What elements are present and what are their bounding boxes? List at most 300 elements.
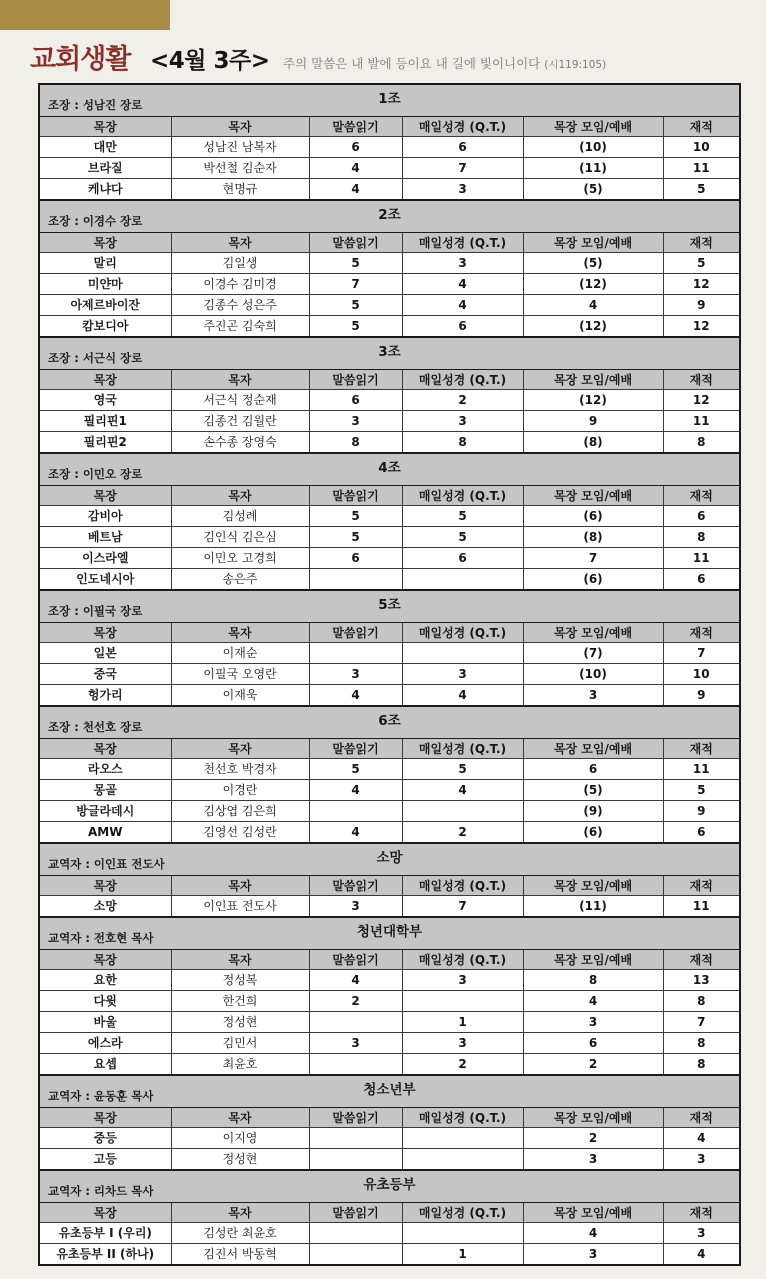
cell-registered: 12: [663, 390, 739, 411]
column-header-meeting: 목장 모임/예배: [523, 486, 663, 506]
cell-reading: 6: [309, 390, 402, 411]
group-title: 유초등부: [363, 1177, 416, 1193]
group-section: [40, 707, 739, 844]
cell-meeting: 9: [523, 411, 663, 432]
cell-mokja: 김종수 성은주: [171, 295, 309, 316]
group-leader: 조장 : 서근식 장로: [48, 351, 143, 365]
cell-reading: 3: [309, 1033, 402, 1054]
column-header-reading: 말씀읽기: [309, 233, 402, 253]
column-header-mokjang: 목장: [40, 1203, 171, 1223]
cell-registered: 10: [663, 664, 739, 685]
cell-meeting: 3: [523, 685, 663, 706]
cell-mokja: 김진서 박동혁: [171, 1244, 309, 1265]
cell-mokjang: 케냐다: [40, 179, 171, 200]
cell-registered: 7: [663, 1012, 739, 1033]
cell-mokjang: 다윗: [40, 991, 171, 1012]
group-header: [40, 1076, 739, 1108]
cell-meeting: 3: [523, 1012, 663, 1033]
cell-meeting: 6: [523, 759, 663, 780]
column-header-qt: 매일성경 (Q.T.): [402, 233, 523, 253]
cell-registered: 3: [663, 1223, 739, 1244]
group-leader: 조장 : 천선호 장로: [48, 720, 143, 734]
cell-mokjang: 중등: [40, 1128, 171, 1149]
column-header-meeting: 목장 모임/예배: [523, 370, 663, 390]
cell-meeting: 2: [523, 1054, 663, 1075]
table-row: [40, 685, 739, 706]
cell-reading: 4: [309, 685, 402, 706]
cell-qt: 5: [402, 759, 523, 780]
column-header-mokjang: 목장: [40, 486, 171, 506]
cell-qt: 2: [402, 390, 523, 411]
group-header: [40, 707, 739, 739]
cell-reading: 5: [309, 527, 402, 548]
cell-meeting: (12): [523, 274, 663, 295]
table-header-row: [40, 1108, 739, 1128]
cell-registered: 6: [663, 506, 739, 527]
cell-reading: [309, 1012, 402, 1033]
cell-reading: [309, 643, 402, 664]
cell-mokjang: 캄보디아: [40, 316, 171, 337]
cell-reading: 6: [309, 548, 402, 569]
table-row: [40, 274, 739, 295]
group-table: [40, 739, 739, 842]
group-title: 소망: [376, 850, 403, 866]
cell-mokja: 김민서: [171, 1033, 309, 1054]
column-header-meeting: 목장 모임/예배: [523, 117, 663, 137]
group-section: [40, 85, 739, 201]
cell-mokja: 성남진 남복자: [171, 137, 309, 158]
cell-meeting: 2: [523, 1128, 663, 1149]
cell-qt: [402, 643, 523, 664]
cell-meeting: 4: [523, 295, 663, 316]
column-header-mokjang: 목장: [40, 1108, 171, 1128]
cell-qt: 1: [402, 1012, 523, 1033]
cell-registered: 11: [663, 896, 739, 917]
cell-reading: 3: [309, 664, 402, 685]
table-row: [40, 158, 739, 179]
table-row: [40, 137, 739, 158]
cell-meeting: (6): [523, 569, 663, 590]
table-row: [40, 390, 739, 411]
cell-reading: 3: [309, 896, 402, 917]
cell-mokja: 천선호 박경자: [171, 759, 309, 780]
group-table: [40, 486, 739, 589]
cell-mokjang: 유초등부 I (우리): [40, 1223, 171, 1244]
table-row: [40, 316, 739, 337]
table-row: [40, 801, 739, 822]
cell-mokja: 이경란: [171, 780, 309, 801]
table-row: [40, 1012, 739, 1033]
cell-qt: 3: [402, 970, 523, 991]
cell-mokja: 한건희: [171, 991, 309, 1012]
cell-mokja: 송은주: [171, 569, 309, 590]
column-header-mokja: 목자: [171, 370, 309, 390]
cell-mokja: 손수종 장영숙: [171, 432, 309, 453]
column-header-registered: 재적: [663, 370, 739, 390]
column-header-registered: 재적: [663, 117, 739, 137]
group-table: [40, 233, 739, 336]
column-header-registered: 재적: [663, 623, 739, 643]
column-header-mokjang: 목장: [40, 623, 171, 643]
cell-qt: 5: [402, 506, 523, 527]
cell-mokjang: 베트남: [40, 527, 171, 548]
table-row: [40, 411, 739, 432]
cell-mokjang: AMW: [40, 822, 171, 843]
column-header-qt: 매일성경 (Q.T.): [402, 1203, 523, 1223]
cell-registered: 4: [663, 1128, 739, 1149]
cell-qt: 7: [402, 896, 523, 917]
column-header-qt: 매일성경 (Q.T.): [402, 1108, 523, 1128]
cell-qt: [402, 991, 523, 1012]
cell-reading: 5: [309, 759, 402, 780]
table-row: [40, 970, 739, 991]
column-header-meeting: 목장 모임/예배: [523, 1203, 663, 1223]
table-row: [40, 759, 739, 780]
group-header: [40, 591, 739, 623]
cell-meeting: 6: [523, 1033, 663, 1054]
cell-registered: 9: [663, 295, 739, 316]
cell-registered: 12: [663, 316, 739, 337]
cell-registered: 11: [663, 759, 739, 780]
cell-qt: 3: [402, 664, 523, 685]
group-section: [40, 454, 739, 591]
table-row: [40, 664, 739, 685]
cell-qt: [402, 569, 523, 590]
table-row: [40, 1223, 739, 1244]
column-header-mokjang: 목장: [40, 739, 171, 759]
cell-qt: 3: [402, 253, 523, 274]
cell-reading: 5: [309, 506, 402, 527]
verse-text: 주의 말씀은 내 발에 등이요 내 길에 빛이니이다: [283, 56, 541, 71]
cell-meeting: (7): [523, 643, 663, 664]
table-row: [40, 1128, 739, 1149]
cell-qt: 6: [402, 316, 523, 337]
cell-mokjang: 인도네시아: [40, 569, 171, 590]
cell-mokjang: 유초등부 II (하나): [40, 1244, 171, 1265]
cell-mokjang: 미얀마: [40, 274, 171, 295]
cell-qt: 6: [402, 137, 523, 158]
cell-mokjang: 고등: [40, 1149, 171, 1170]
cell-meeting: (8): [523, 432, 663, 453]
cell-mokja: 김인식 김은심: [171, 527, 309, 548]
cell-mokjang: 아제르바이잔: [40, 295, 171, 316]
table-header-row: [40, 117, 739, 137]
table-row: [40, 822, 739, 843]
gold-accent-bar: [0, 0, 170, 30]
column-header-qt: 매일성경 (Q.T.): [402, 486, 523, 506]
table-row: [40, 548, 739, 569]
cell-qt: [402, 801, 523, 822]
group-leader: 교역자 : 이인표 전도사: [48, 857, 165, 871]
table-row: [40, 569, 739, 590]
group-title: 청년대학부: [356, 924, 423, 940]
group-section: [40, 201, 739, 338]
column-header-mokja: 목자: [171, 739, 309, 759]
table-header-row: [40, 876, 739, 896]
table-header-row: [40, 623, 739, 643]
cell-mokjang: 소망: [40, 896, 171, 917]
cell-qt: 7: [402, 158, 523, 179]
table-row: [40, 1244, 739, 1265]
column-header-meeting: 목장 모임/예배: [523, 623, 663, 643]
cell-meeting: (10): [523, 664, 663, 685]
cell-qt: 3: [402, 1033, 523, 1054]
cell-meeting: 7: [523, 548, 663, 569]
cell-reading: 8: [309, 432, 402, 453]
cell-registered: 5: [663, 253, 739, 274]
cell-reading: [309, 1223, 402, 1244]
column-header-registered: 재적: [663, 876, 739, 896]
cell-qt: [402, 1223, 523, 1244]
cell-qt: 2: [402, 1054, 523, 1075]
group-header: [40, 918, 739, 950]
group-header: [40, 85, 739, 117]
group-title: 2조: [378, 207, 401, 223]
cell-mokja: 최윤호: [171, 1054, 309, 1075]
table-header-row: [40, 950, 739, 970]
cell-mokja: 이지영: [171, 1128, 309, 1149]
cell-reading: 4: [309, 179, 402, 200]
cell-qt: 3: [402, 179, 523, 200]
column-header-mokja: 목자: [171, 1108, 309, 1128]
cell-mokja: 김성례: [171, 506, 309, 527]
cell-meeting: 4: [523, 991, 663, 1012]
cell-mokjang: 요셉: [40, 1054, 171, 1075]
cell-mokja: 김일생: [171, 253, 309, 274]
cell-registered: 6: [663, 569, 739, 590]
cell-mokja: 박선철 김순자: [171, 158, 309, 179]
column-header-qt: 매일성경 (Q.T.): [402, 623, 523, 643]
cell-reading: 2: [309, 991, 402, 1012]
column-header-meeting: 목장 모임/예배: [523, 739, 663, 759]
cell-mokjang: 감비아: [40, 506, 171, 527]
column-header-registered: 재적: [663, 1203, 739, 1223]
cell-meeting: 3: [523, 1244, 663, 1265]
cell-reading: 4: [309, 158, 402, 179]
cell-registered: 5: [663, 780, 739, 801]
bible-verse: [283, 55, 606, 74]
cell-mokjang: 헝가리: [40, 685, 171, 706]
cell-mokja: 김영선 김성란: [171, 822, 309, 843]
group-title: 5조: [378, 597, 401, 613]
cell-qt: 2: [402, 822, 523, 843]
cell-mokja: 김상엽 김은희: [171, 801, 309, 822]
column-header-meeting: 목장 모임/예배: [523, 1108, 663, 1128]
cell-reading: 5: [309, 253, 402, 274]
column-header-mokjang: 목장: [40, 233, 171, 253]
cell-meeting: 4: [523, 1223, 663, 1244]
column-header-qt: 매일성경 (Q.T.): [402, 739, 523, 759]
cell-mokjang: 일본: [40, 643, 171, 664]
cell-reading: 3: [309, 411, 402, 432]
column-header-reading: 말씀읽기: [309, 370, 402, 390]
column-header-reading: 말씀읽기: [309, 739, 402, 759]
cell-mokja: 김성란 최윤호: [171, 1223, 309, 1244]
cell-mokjang: 브라질: [40, 158, 171, 179]
cell-qt: [402, 1128, 523, 1149]
cell-reading: 4: [309, 822, 402, 843]
column-header-mokja: 목자: [171, 1203, 309, 1223]
week-title: <4월 3주>: [150, 48, 270, 74]
cell-mokjang: 방글라데시: [40, 801, 171, 822]
column-header-reading: 말씀읽기: [309, 1108, 402, 1128]
group-header: [40, 454, 739, 486]
table-row: [40, 1033, 739, 1054]
cell-mokjang: 필리핀1: [40, 411, 171, 432]
group-table: [40, 623, 739, 705]
column-header-reading: 말씀읽기: [309, 486, 402, 506]
verse-reference: (시119:105): [544, 59, 607, 71]
cell-meeting: 8: [523, 970, 663, 991]
table-row: [40, 991, 739, 1012]
cell-registered: 9: [663, 801, 739, 822]
column-header-registered: 재적: [663, 486, 739, 506]
cell-qt: 5: [402, 527, 523, 548]
cell-registered: 13: [663, 970, 739, 991]
cell-registered: 12: [663, 274, 739, 295]
cell-reading: [309, 1128, 402, 1149]
cell-registered: 8: [663, 527, 739, 548]
column-header-reading: 말씀읽기: [309, 1203, 402, 1223]
group-leader: 조장 : 이민오 장로: [48, 467, 143, 481]
group-section: [40, 1076, 739, 1171]
column-header-qt: 매일성경 (Q.T.): [402, 117, 523, 137]
table-header-row: [40, 486, 739, 506]
group-title: 6조: [378, 713, 401, 729]
cell-registered: 8: [663, 1033, 739, 1054]
cell-meeting: 3: [523, 1149, 663, 1170]
group-header: [40, 1171, 739, 1203]
cell-registered: 8: [663, 432, 739, 453]
table-row: [40, 1054, 739, 1075]
cell-meeting: (6): [523, 822, 663, 843]
attendance-report: [38, 83, 741, 1266]
table-header-row: [40, 233, 739, 253]
cell-reading: [309, 1054, 402, 1075]
cell-registered: 4: [663, 1244, 739, 1265]
cell-reading: 4: [309, 970, 402, 991]
cell-mokja: 정성현: [171, 1149, 309, 1170]
cell-reading: [309, 801, 402, 822]
cell-meeting: (12): [523, 316, 663, 337]
column-header-registered: 재적: [663, 739, 739, 759]
cell-mokja: 이민오 고경희: [171, 548, 309, 569]
group-table: [40, 1108, 739, 1169]
column-header-meeting: 목장 모임/예배: [523, 233, 663, 253]
table-row: [40, 295, 739, 316]
cell-mokja: 이인표 전도사: [171, 896, 309, 917]
cell-mokjang: 몽골: [40, 780, 171, 801]
group-leader: 조장 : 이경수 장로: [48, 214, 143, 228]
cell-mokjang: 라오스: [40, 759, 171, 780]
cell-meeting: (12): [523, 390, 663, 411]
cell-mokja: 현명규: [171, 179, 309, 200]
cell-registered: 11: [663, 548, 739, 569]
group-leader: 교역자 : 윤동훈 목사: [48, 1089, 154, 1103]
group-title: 4조: [378, 460, 401, 476]
group-section: [40, 1171, 739, 1264]
table-row: [40, 1149, 739, 1170]
cell-qt: 1: [402, 1244, 523, 1265]
column-header-mokjang: 목장: [40, 117, 171, 137]
page-title: 교회생활: [30, 44, 131, 75]
cell-qt: 4: [402, 685, 523, 706]
cell-qt: 8: [402, 432, 523, 453]
table-row: [40, 896, 739, 917]
cell-mokja: 정성복: [171, 970, 309, 991]
column-header-mokja: 목자: [171, 486, 309, 506]
cell-meeting: (9): [523, 801, 663, 822]
column-header-mokjang: 목장: [40, 950, 171, 970]
cell-registered: 8: [663, 991, 739, 1012]
group-header: [40, 844, 739, 876]
column-header-qt: 매일성경 (Q.T.): [402, 370, 523, 390]
cell-reading: [309, 1244, 402, 1265]
cell-mokja: 이경수 김미경: [171, 274, 309, 295]
cell-registered: 8: [663, 1054, 739, 1075]
cell-mokja: 김종건 김월란: [171, 411, 309, 432]
group-section: [40, 591, 739, 707]
group-title: 청소년부: [363, 1082, 416, 1098]
column-header-reading: 말씀읽기: [309, 950, 402, 970]
column-header-meeting: 목장 모임/예배: [523, 950, 663, 970]
cell-mokjang: 말리: [40, 253, 171, 274]
cell-meeting: (6): [523, 506, 663, 527]
group-leader: 교역자 : 리차드 목사: [48, 1184, 154, 1198]
column-header-qt: 매일성경 (Q.T.): [402, 876, 523, 896]
cell-reading: 5: [309, 316, 402, 337]
cell-registered: 7: [663, 643, 739, 664]
column-header-registered: 재적: [663, 950, 739, 970]
cell-mokjang: 에스라: [40, 1033, 171, 1054]
column-header-mokja: 목자: [171, 876, 309, 896]
cell-mokjang: 대만: [40, 137, 171, 158]
cell-reading: [309, 569, 402, 590]
column-header-registered: 재적: [663, 233, 739, 253]
group-table: [40, 117, 739, 199]
cell-mokjang: 중국: [40, 664, 171, 685]
cell-meeting: (5): [523, 179, 663, 200]
table-header-row: [40, 1203, 739, 1223]
table-header-row: [40, 370, 739, 390]
cell-registered: 3: [663, 1149, 739, 1170]
cell-registered: 6: [663, 822, 739, 843]
cell-meeting: (10): [523, 137, 663, 158]
cell-mokja: 이재욱: [171, 685, 309, 706]
column-header-mokja: 목자: [171, 950, 309, 970]
cell-qt: 3: [402, 411, 523, 432]
cell-meeting: (8): [523, 527, 663, 548]
column-header-mokja: 목자: [171, 233, 309, 253]
column-header-mokja: 목자: [171, 623, 309, 643]
group-section: [40, 844, 739, 918]
column-header-mokjang: 목장: [40, 876, 171, 896]
cell-mokjang: 필리핀2: [40, 432, 171, 453]
cell-qt: 4: [402, 780, 523, 801]
cell-meeting: (11): [523, 158, 663, 179]
table-row: [40, 253, 739, 274]
group-table: [40, 950, 739, 1074]
cell-reading: 7: [309, 274, 402, 295]
cell-reading: [309, 1149, 402, 1170]
table-row: [40, 432, 739, 453]
cell-qt: [402, 1149, 523, 1170]
group-leader: 조장 : 이필국 장로: [48, 604, 143, 618]
column-header-reading: 말씀읽기: [309, 117, 402, 137]
group-section: [40, 918, 739, 1076]
cell-registered: 5: [663, 179, 739, 200]
table-row: [40, 179, 739, 200]
